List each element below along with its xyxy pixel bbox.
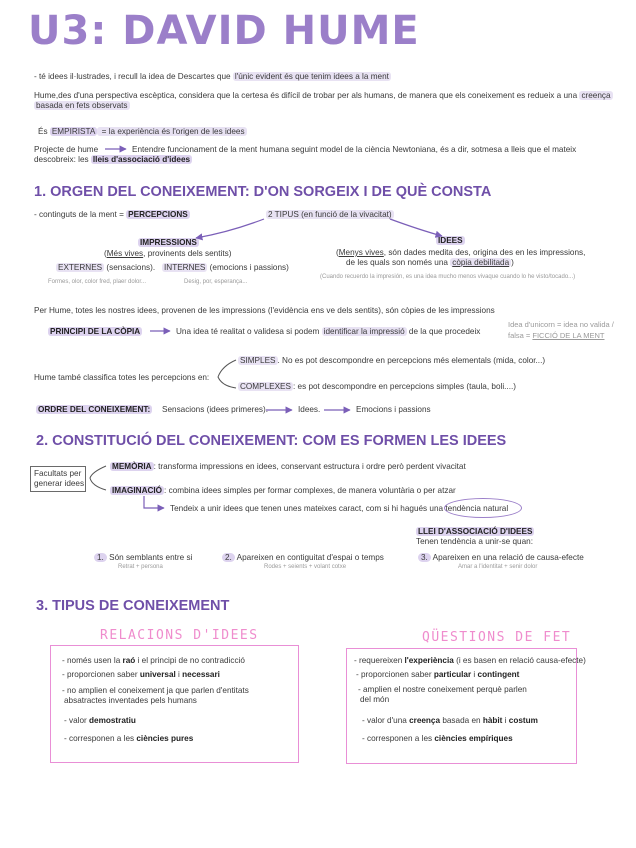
relacions-title: RELACIONS D'IDEES — [100, 628, 259, 643]
section-3-heading: 3. TIPUS DE CONEIXEMENT — [36, 598, 230, 614]
tendeix-line: Tendeix a unir idees que tenen unes mateixes caract, com si hi hagués una tendència natural — [170, 504, 509, 513]
idees-desc-1: (Menys vives, són dades medita des, origina des en les impressions, — [336, 248, 586, 257]
intro-line-2: Hume,des d'una perspectiva escèptica, considera que la certesa és difícil de trobar per als humans, de manera que els coneixement es redueix a una creença — [34, 91, 611, 100]
principi-desc: Una idea té realitat o validesa si podem identificar la impressió de la que procedeix — [176, 327, 481, 336]
intro-line-3: basada en fets observats — [36, 101, 128, 110]
ordre-step-1: Sensacions (idees primeres). — [162, 405, 269, 414]
right-item-3b: del món — [360, 695, 390, 704]
projecte-label: Projecte de hume — [34, 145, 99, 154]
idees-title: IDEES — [438, 236, 463, 245]
externes-examples: Formes, olor, color fred, plaer dolor... — [48, 279, 147, 285]
contents-line: - continguts de la ment = PERCEPCIONS — [34, 210, 188, 219]
empirista-line: És EMPIRISTA = la experiència és l'origen de les idees — [38, 127, 245, 136]
right-item-1: - requereixen l'experiència (i es basen en relació causa-efecte) — [354, 656, 586, 665]
imaginacio-arrow — [144, 496, 164, 508]
left-item-1: - només usen la raó i el principi de no contradicció — [62, 656, 245, 665]
idees-desc-2: de les quals son només una còpia debilitada ) — [346, 258, 514, 267]
memoria-line: MEMÒRIA : transforma impressions en idees, conservant estructura i ordre però perdent vivacitat — [112, 462, 466, 471]
two-types: 2 TIPUS (en funció de la vivacitat) — [268, 210, 392, 219]
section-1-heading: 1. ORGEN DEL CONEIXEMENT: D'ON SORGEIX I DE QUÈ CONSTA — [34, 184, 492, 200]
per-hume-line: Per Hume, totes les nostres idees, provenen de les impressions (l'evidència ens ve dels sentits), són còpies de les impressions — [34, 306, 495, 315]
idees-example: (Cuando recuerdo la impresión, es una idea mucho menos vivaque cuando lo he visto/tocado...) — [320, 274, 576, 280]
side-note-2: falsa = FICCIÓ DE LA MENT — [508, 331, 605, 340]
classify-brace — [218, 360, 236, 388]
principi-copia: PRINCIPI DE LA CÒPIA — [50, 327, 141, 336]
impressions-title: IMPRESSIONS — [140, 238, 197, 247]
internes-examples: Desig, por, esperança... — [184, 279, 248, 285]
right-item-3a: - amplien el nostre coneixement perquè parlen — [358, 685, 527, 694]
complexes-line: COMPLEXES : es pot descompondre en percepcions simples (taula, boli....) — [240, 382, 516, 391]
section-2-heading: 2. CONSTITUCIÓ DEL CONEIXEMENT: COM ES FORMEN LES IDEES — [36, 433, 507, 449]
llei-title: LLEI D'ASSOCIACIÓ D'IDEES — [418, 527, 533, 536]
impressions-branch-arrow — [196, 219, 264, 238]
llei-subtitle: Tenen tendència a unir-se quan: — [416, 537, 533, 546]
condition-3-example: Amar a l'identitat + senir dolor — [458, 564, 538, 570]
ordre-step-3: Emocions i passions — [356, 405, 431, 414]
facultats-brace — [90, 466, 106, 490]
simples-line: SIMPLES . No es pot descompondre en percepcions més elementals (mida, color...) — [240, 356, 546, 365]
questions-title: QÜESTIONS DE FET — [422, 630, 572, 645]
projecte-desc: Entendre funcionament de la ment humana seguint model de la ciència Newtoniana, és a dir, sotmesa a lleis que el mateix — [132, 145, 577, 154]
condition-1-example: Retrat + persona — [118, 564, 163, 570]
right-item-2: - proporcionen saber particular i contingent — [356, 670, 520, 679]
projecte-desc-2: descobreix: les lleis d'associació d'idees — [34, 155, 191, 164]
left-item-2: - proporcionen saber universal i necessari — [62, 670, 220, 679]
left-item-5: - corresponen a les ciències pures — [64, 734, 194, 743]
intro-line-1: - té idees il·lustrades, i recull la idea de Descartes que l'únic evident és que tenim idees a la ment — [34, 72, 389, 81]
ordre-label: ORDRE DEL CONEIXEMENT: — [38, 405, 151, 414]
condition-3: 3. Apareixen en una relació de causa-efecte — [418, 553, 584, 562]
externes: EXTERNES (sensacions). — [58, 263, 156, 272]
internes: INTERNES (emocions i passions) — [164, 263, 289, 272]
left-item-3a: - no amplien el coneixement ja que parlen d'entitats — [62, 686, 249, 695]
facultats-line-1: Facultats per — [34, 469, 82, 478]
right-item-4: - valor d'una creença basada en hàbit i costum — [362, 716, 538, 725]
condition-2: 2. Apareixen en contiguitat d'espai o temps — [222, 553, 384, 562]
idees-branch-arrow — [390, 219, 442, 236]
condition-2-example: Rodes + seients + volant cotxe — [264, 564, 347, 570]
impressions-desc: (Més vives, provinents dels sentits) — [104, 249, 232, 258]
right-item-5: - corresponen a les ciències empíriques — [362, 734, 513, 743]
condition-1: 1. Són semblants entre si — [94, 553, 192, 562]
left-item-3b: absatractes inventades pels humans — [64, 696, 197, 705]
side-note-1: Idea d'unicorn = idea no valida / — [508, 320, 614, 329]
facultats-line-2: generar idees — [34, 479, 85, 488]
left-item-4: - valor demostratiu — [64, 716, 136, 725]
page-title: U3: DAVID HUME — [28, 8, 420, 54]
classifies-line: Hume també classifica totes les percepcions en: — [34, 373, 210, 382]
imaginacio-line: IMAGINACIÓ : combina idees simples per formar complexes, de manera voluntària o per atzar — [112, 486, 456, 495]
ordre-step-2: Idees. — [298, 405, 321, 414]
